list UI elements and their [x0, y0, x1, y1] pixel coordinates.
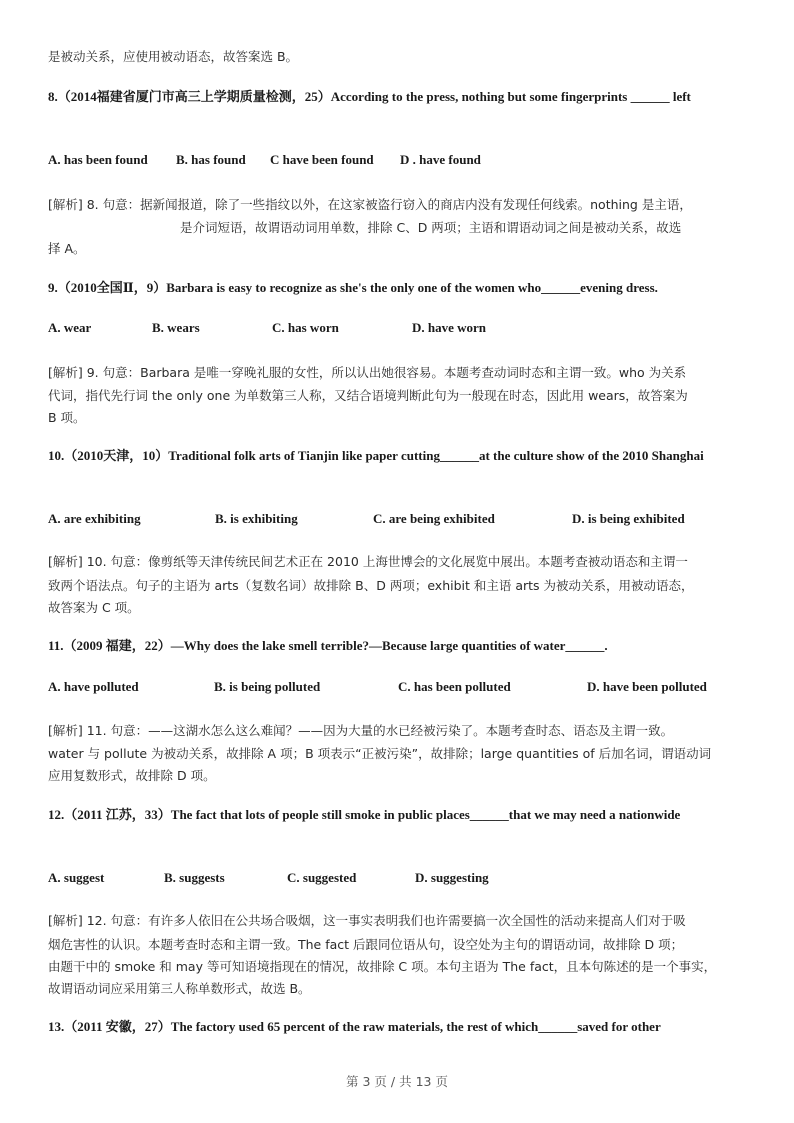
analysis-9-line2: 代词，指代先行词 the only one 为单数第三人称，又结合语境判断此句为一般现在时态，因此用 wears，故答案为 [48, 388, 688, 403]
question-10: 10.（2010天津，10）Traditional folk arts of Tianjin like paper cutting______at the culture show of the 2010 Shanghai [48, 448, 704, 463]
option-a: A. are exhibiting [48, 511, 141, 526]
analysis-12-line2: 烟危害性的认识。本题考查时态和主谓一致。The fact 后跟同位语从句，设空处为主句的谓语动词，故排除 D 项； [48, 937, 684, 952]
option-d: D. have been polluted [587, 679, 707, 694]
analysis-11-line3: 应用复数形式，故排除 D 项。 [48, 768, 216, 783]
analysis-11: [解析] 11. 句意：——这湖水怎么这么难闻？——因为大量的水已经被污染了。本题考查时态、语态及主谓一致。 [48, 723, 674, 738]
analysis-9-line3: B 项。 [48, 410, 86, 425]
option-c: C. suggested [287, 870, 357, 885]
analysis-9: [解析] 9. 句意：Barbara 是唯一穿晚礼服的女性，所以认出她很容易。本题考查动词时态和主谓一致。who 为关系 [48, 365, 687, 380]
analysis-8: [解析] 8. 句意：据新闻报道，除了一些指纹以外，在这家被盗行窃入的商店内没有发现任何线索。nothing 是主语， [48, 197, 692, 212]
analysis-12-line3: 由题干中的 smoke 和 may 等可知语境指现在的情况，故排除 C 项。本句主语为 The fact，且本句陈述的是一个事实， [48, 959, 717, 974]
option-d: D. suggesting [415, 870, 489, 885]
analysis-10-line3: 故答案为 C 项。 [48, 600, 140, 615]
analysis-10: [解析] 10. 句意：像剪纸等天津传统民间艺术正在 2010 上海世博会的文化展览中展出。本题考查被动语态和主谓一 [48, 554, 688, 569]
option-d: D. is being exhibited [572, 511, 685, 526]
option-c: C. has worn [272, 320, 339, 335]
option-b: B. is being polluted [214, 679, 321, 694]
option-c: C have been found [270, 152, 374, 167]
analysis-11-line2: water 与 pollute 为被动关系，故排除 A 项；B 项表示“正被污染”，故排除；large quantities of 后加名词，谓语动词 [48, 746, 712, 761]
option-b: B. suggests [164, 870, 225, 885]
question-12: 12.（2011 江苏，33）The fact that lots of people still smoke in public places______that we may need a nationwide [48, 807, 681, 822]
question-13: 13.（2011 安徽，27）The factory used 65 percent of the raw materials, the rest of which______saved for other [48, 1019, 661, 1034]
question-9: 9.（2010全国Ⅱ，9）Barbara is easy to recognize as she's the only one of the women who______evening dress. [48, 280, 658, 295]
option-a: A. wear [48, 320, 92, 335]
option-c: C. are being exhibited [373, 511, 495, 526]
option-d: D . have found [400, 152, 481, 167]
option-b: B. has found [176, 152, 246, 167]
option-b: B. is exhibiting [215, 511, 298, 526]
analysis-8-line2: 是介词短语，故谓语动词用单数，排除 C、D 两项；主语和谓语动词之间是被动关系，故选 [180, 220, 682, 235]
question-8: 8.（2014福建省厦门市高三上学期质量检测，25）According to the press, nothing but some fingerprints ______ left [48, 89, 691, 104]
option-a: A. suggest [48, 870, 105, 885]
analysis-12: [解析] 12. 句意：有许多人依旧在公共场合吸烟，这一事实表明我们也许需要搞一次全国性的活动来提高人们对于吸 [48, 913, 686, 928]
option-d: D. have worn [412, 320, 487, 335]
analysis-10-line2: 致两个语法点。句子的主语为 arts（复数名词）故排除 B、D 两项；exhibit 和主语 arts 为被动关系，用被动语态， [48, 578, 694, 593]
option-b: B. wears [152, 320, 200, 335]
analysis-8-line3: 择 A。 [48, 241, 86, 256]
analysis-12-line4: 故谓语动词应采用第三人称单数形式，故选 B。 [48, 981, 311, 996]
option-c: C. has been polluted [398, 679, 511, 694]
option-a: A. has been found [48, 152, 148, 167]
option-a: A. have polluted [48, 679, 139, 694]
page-footer: 第 3 页 / 共 13 页 [346, 1074, 448, 1089]
text-line: 是被动关系，应使用被动语态，故答案选 B。 [48, 49, 299, 64]
question-11: 11.（2009 福建，22）—Why does the lake smell terrible?—Because large quantities of water______. [48, 638, 608, 653]
